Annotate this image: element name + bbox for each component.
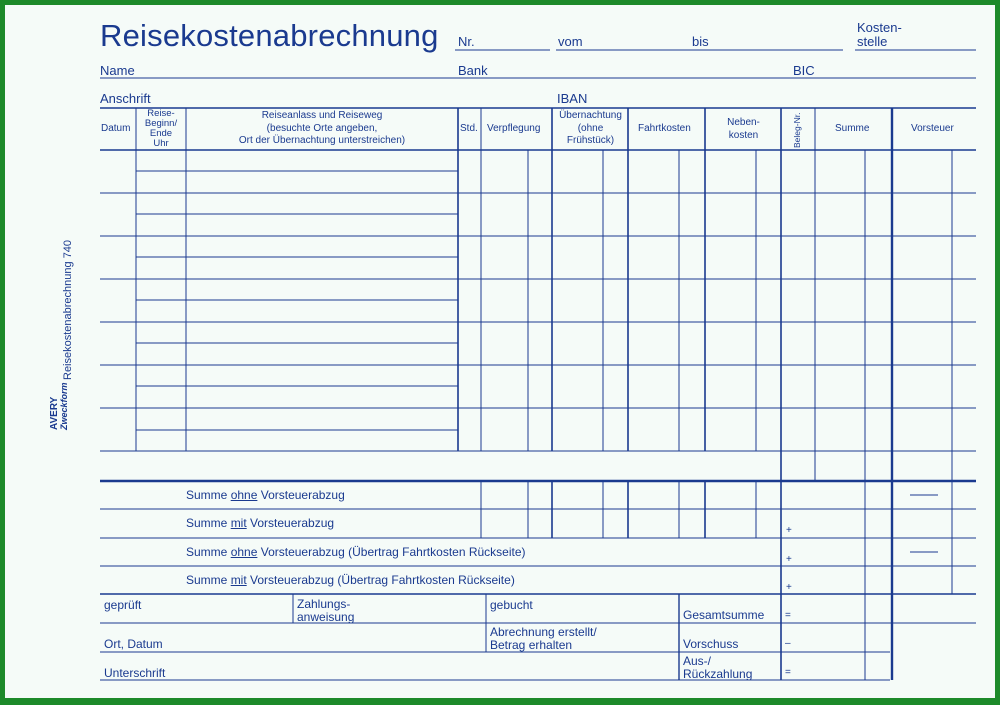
col-uebernachtung-1: Übernachtung: [559, 110, 622, 121]
sum-row-ohne: [186, 489, 345, 501]
col-reise: [137, 109, 185, 149]
sum-row-ohne-uebertrag: [186, 546, 526, 558]
iban-label: IBAN: [557, 91, 588, 106]
col-reise-3: Ende: [149, 127, 173, 139]
vorschuss-label: Vorschuss: [683, 637, 739, 651]
geprueft-label: geprüft: [104, 598, 142, 612]
rueckzahlung-label: [683, 655, 752, 680]
cost-center-label-2: stelle: [857, 34, 888, 49]
form-number-vertical: Reisekostenabrechnung 740: [62, 239, 74, 380]
col-vorsteuer: Vorsteuer: [911, 123, 954, 134]
col-reise-1: Reise-: [147, 108, 175, 119]
col-datum: Datum: [101, 123, 131, 134]
sum-row-ohne-uebertrag-prefix: Summe: [186, 545, 231, 559]
brand-line-1: AVERY: [49, 396, 60, 430]
sum-row-mit-uebertrag-suffix: Vorsteuerabzug (Übertrag Fahrtkosten Rückseite): [246, 573, 515, 587]
address-label: Anschrift: [100, 91, 151, 106]
equals-sign-2: =: [785, 667, 791, 678]
name-label: Name: [100, 63, 135, 78]
zahlungs-1: Zahlungs-: [297, 597, 351, 611]
nr-label: Nr.: [458, 34, 475, 49]
sum-row-ohne-uebertrag-suffix: Vorsteuerabzug (Übertrag Fahrtkosten Rückseite): [257, 545, 526, 559]
equals-sign-1: =: [785, 610, 791, 621]
col-uebernachtung: [553, 110, 628, 148]
unterschrift-label: Unterschrift: [104, 666, 166, 680]
zahlungsanweisung-label: [297, 598, 354, 623]
aus-2: Rückzahlung: [683, 666, 753, 681]
col-anlass: [187, 110, 457, 148]
sum-row-ohne-em: ohne: [230, 488, 258, 502]
col-reise-2: Beginn/: [144, 117, 178, 129]
col-verpflegung: Verpflegung: [487, 123, 541, 134]
aus-1: Aus-/: [683, 654, 712, 668]
sum-row-ohne-suffix: Vorsteuerabzug: [257, 488, 345, 502]
cost-center-label-1: Kosten-: [857, 20, 902, 35]
from-date-label: vom: [558, 34, 583, 49]
col-uebernachtung-3: Frühstück): [566, 135, 615, 146]
plus-sign-1: +: [786, 525, 792, 536]
abrechnung-label: [490, 626, 597, 651]
brand-logo: [50, 382, 69, 430]
col-fahrtkosten: Fahrtkosten: [638, 123, 691, 134]
col-reise-4: Uhr: [153, 137, 169, 149]
bank-label: Bank: [458, 63, 488, 78]
plus-sign-2: +: [786, 554, 792, 565]
abrechnung-1: Abrechnung erstellt/: [490, 625, 597, 639]
sum-row-mit-uebertrag: [186, 574, 515, 586]
sum-row-mit-suffix: Vorsteuerabzug: [246, 516, 335, 530]
sum-row-ohne-uebertrag-em: ohne: [230, 545, 258, 559]
col-std: Std.: [460, 123, 478, 134]
col-anlass-2: (besuchte Orte angeben,: [266, 122, 378, 134]
sum-row-mit-em: mit: [230, 516, 247, 530]
col-summe: Summe: [835, 123, 870, 134]
sum-row-ohne-prefix: Summe: [186, 488, 231, 502]
ort-datum-label: Ort, Datum: [104, 637, 163, 651]
col-uebernachtung-2: (ohne: [577, 122, 604, 134]
sum-row-mit-prefix: Summe: [186, 516, 231, 530]
bic-label: BIC: [793, 63, 815, 78]
col-anlass-1: Reiseanlass und Reiseweg: [261, 110, 383, 121]
sum-row-mit-uebertrag-prefix: Summe: [186, 573, 231, 587]
gesamtsumme-label: Gesamtsumme: [683, 608, 765, 622]
col-nebenkosten: [706, 117, 781, 142]
col-beleg: Beleg-Nr.: [792, 112, 802, 148]
plus-sign-3: +: [786, 582, 792, 593]
col-neben-2: kosten: [728, 129, 759, 141]
zahlungs-2: anweisung: [297, 609, 355, 624]
to-date-label: bis: [692, 34, 709, 49]
gebucht-label: gebucht: [490, 598, 533, 612]
abrechnung-2: Betrag erhalten: [490, 637, 573, 652]
brand-line-2: Zweckform: [59, 382, 69, 430]
form-title: Reisekostenabrechnung: [100, 18, 439, 53]
sum-row-mit-uebertrag-em: mit: [230, 573, 247, 587]
sum-row-mit: [186, 517, 334, 529]
col-neben-1: Neben-: [727, 117, 760, 128]
col-anlass-3: Ort der Übernachtung unterstreichen): [238, 135, 406, 146]
minus-sign: –: [785, 638, 791, 649]
